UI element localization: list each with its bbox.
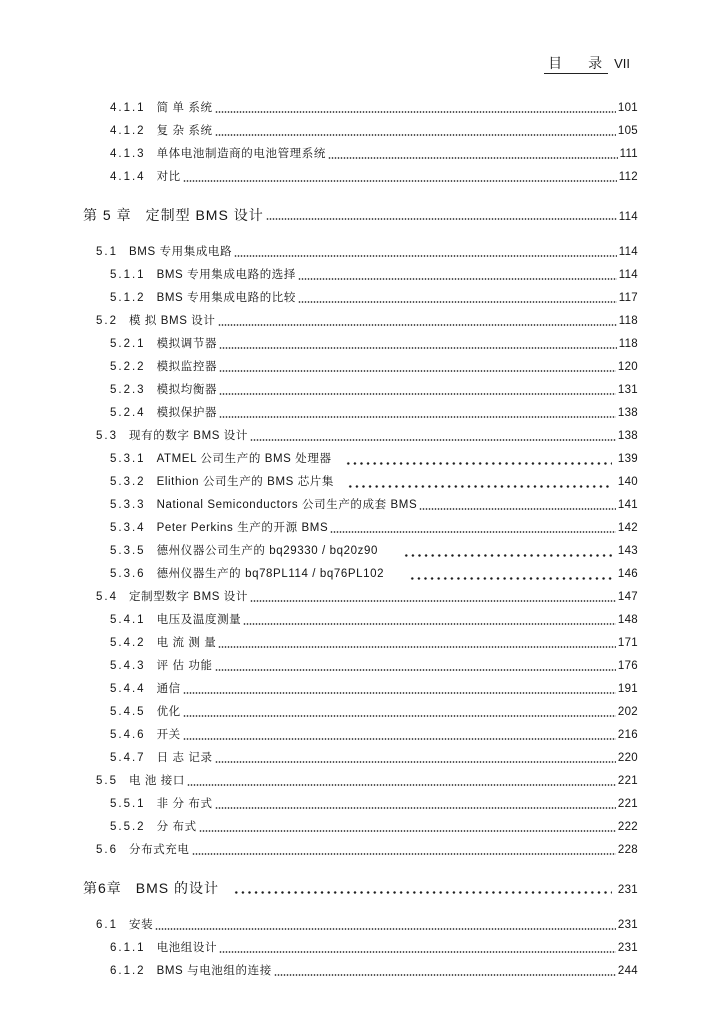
section-title: 电池组设计: [156, 942, 218, 954]
toc-entry: [0, 333, 723, 356]
dot-leader: [250, 600, 616, 602]
section-number: 6.1.1: [110, 942, 146, 954]
section-title: 对比: [156, 171, 181, 183]
section-title: 模拟调节器: [156, 338, 218, 350]
section-title: ATMEL 公司生产的 BMS 处理器: [156, 453, 332, 465]
toc-entry: [0, 914, 723, 937]
dot-leader: [219, 370, 616, 372]
running-header: [544, 54, 630, 74]
section-title: 开关: [156, 729, 181, 741]
toc-chapter-entry: [0, 203, 723, 227]
dot-leader: [218, 324, 617, 326]
section-number: 5.6: [96, 844, 118, 856]
dot-leader: [233, 891, 612, 894]
section-title: 德州仪器公司生产的 bq29330 / bq20z90: [156, 545, 378, 557]
page-number: 221: [617, 798, 638, 810]
page-number: 146: [617, 568, 638, 580]
dot-leader: [234, 255, 617, 257]
page-number: 114: [618, 246, 638, 258]
page-number: 202: [617, 706, 638, 718]
section-number: 5.4.4: [110, 683, 146, 695]
section-number: 5.4.6: [110, 729, 146, 741]
section-title: 复 杂 系统: [156, 125, 213, 137]
page-number: 231: [617, 919, 638, 931]
dot-leader: [215, 134, 616, 136]
section-number: 5.5.2: [110, 821, 146, 833]
toc-entry: [0, 356, 723, 379]
dot-leader: [328, 157, 618, 159]
toc-entry: [0, 960, 723, 983]
toc-entry: [0, 402, 723, 425]
section-number: 5.2.1: [110, 338, 146, 350]
section-title: BMS 专用集成电路的比较: [156, 292, 296, 304]
toc-entry: [0, 379, 723, 402]
section-number: 5.3.5: [110, 545, 146, 557]
section-title: 模拟保护器: [156, 407, 218, 419]
page-number: 244: [617, 965, 638, 977]
section-number: 5.1.2: [110, 292, 146, 304]
toc-entry: [0, 609, 723, 632]
section-title: 评 估 功能: [156, 660, 213, 672]
page-number: 221: [617, 775, 638, 787]
toc-entry: [0, 471, 723, 494]
toc-chapter-entry: [0, 876, 723, 900]
page-number: 118: [618, 315, 638, 327]
section-number: 5.3.4: [110, 522, 146, 534]
section-title: National Semiconductors 公司生产的成套 BMS: [156, 499, 418, 511]
toc-entry: [0, 120, 723, 143]
toc-entry: [0, 937, 723, 960]
section-title: 电压及温度测量: [156, 614, 242, 626]
page-number: 118: [618, 338, 638, 350]
dot-leader: [183, 180, 617, 182]
dot-leader: [403, 554, 612, 557]
chapter-title: 定制型 BMS 设计: [145, 207, 264, 223]
section-number: 5.4.3: [110, 660, 146, 672]
page-number: 114: [618, 211, 638, 223]
running-header-page-number: VII: [614, 56, 630, 71]
section-title: 单体电池制造商的电池管理系统: [156, 148, 326, 160]
page-number: 142: [617, 522, 638, 534]
section-title: 电 流 测 量: [156, 637, 217, 649]
page-number: 220: [617, 752, 638, 764]
section-title: 现有的数字 BMS 设计: [129, 430, 249, 442]
dot-leader: [250, 439, 616, 441]
dot-leader: [199, 830, 616, 832]
dot-leader: [219, 416, 616, 418]
page-number: 222: [617, 821, 638, 833]
section-number: 4.1.3: [110, 148, 146, 160]
section-number: 5.4: [96, 591, 118, 603]
section-number: 5.2.3: [110, 384, 146, 396]
page-number: 138: [617, 407, 638, 419]
toc-entry: [0, 632, 723, 655]
section-title: 日 志 记录: [156, 752, 213, 764]
section-title: 分布式充电: [129, 844, 190, 856]
dot-leader: [215, 669, 616, 671]
dot-leader: [183, 692, 616, 694]
dot-leader: [298, 278, 617, 280]
chapter-number: 第 5 章: [83, 207, 132, 223]
dot-leader: [215, 761, 616, 763]
toc-entry: [0, 770, 723, 793]
section-number: 6.1.2: [110, 965, 146, 977]
section-title: BMS 专用集成电路: [129, 246, 233, 258]
section-number: 6.1: [96, 919, 118, 931]
section-title: BMS 与电池组的连接: [156, 965, 272, 977]
dot-leader: [274, 974, 616, 976]
running-header-title: 目 录: [544, 54, 608, 74]
section-number: 4.1.2: [110, 125, 146, 137]
dot-leader: [330, 531, 616, 533]
toc-entry: [0, 655, 723, 678]
page-number: 112: [618, 171, 638, 183]
section-title: 简 单 系统: [156, 102, 213, 114]
toc-entry: [0, 793, 723, 816]
section-title: Peter Perkins 生产的开源 BMS: [156, 522, 329, 534]
toc-entry: [0, 839, 723, 862]
section-number: 5.3.2: [110, 476, 146, 488]
dot-leader: [155, 928, 616, 930]
dot-leader: [215, 807, 616, 809]
section-number: 5.5.1: [110, 798, 146, 810]
toc-entry: [0, 448, 723, 471]
toc-entry: [0, 143, 723, 166]
dot-leader: [187, 784, 616, 786]
section-title: 通信: [156, 683, 181, 695]
section-title: 德州仪器生产的 bq78PL114 / bq76PL102: [156, 568, 385, 580]
page-number: 131: [617, 384, 638, 396]
section-number: 5.4.5: [110, 706, 146, 718]
page-number: 114: [618, 269, 638, 281]
page-number: 148: [617, 614, 638, 626]
toc-entry: [0, 816, 723, 839]
page-number: 111: [619, 148, 638, 160]
section-title: 模拟均衡器: [156, 384, 218, 396]
toc-entry: [0, 97, 723, 120]
dot-leader: [218, 646, 616, 648]
section-number: 5.2.2: [110, 361, 146, 373]
page-number: 147: [617, 591, 638, 603]
page-number: 228: [617, 844, 638, 856]
page-number: 120: [617, 361, 638, 373]
section-title: 电 池 接口: [129, 775, 185, 787]
toc-entry: [0, 517, 723, 540]
dot-leader: [243, 623, 616, 625]
dot-leader: [266, 218, 617, 220]
page-number: 141: [617, 499, 638, 511]
section-title: BMS 专用集成电路的选择: [156, 269, 296, 281]
section-title: 模拟监控器: [156, 361, 218, 373]
section-number: 5.4.2: [110, 637, 146, 649]
dot-leader: [192, 853, 616, 855]
dot-leader: [347, 485, 612, 488]
page-number: 105: [617, 125, 638, 137]
toc-entry: [0, 425, 723, 448]
dot-leader: [345, 462, 612, 465]
dot-leader: [298, 301, 617, 303]
page-number: 138: [617, 430, 638, 442]
chapter-title: BMS 的设计: [135, 880, 220, 896]
toc-entry: [0, 264, 723, 287]
section-title: Elithion 公司生产的 BMS 芯片集: [156, 476, 335, 488]
section-number: 4.1.4: [110, 171, 146, 183]
toc-entry: [0, 241, 723, 264]
toc-entry: [0, 494, 723, 517]
section-number: 5.2: [96, 315, 118, 327]
page-number: 140: [617, 476, 638, 488]
page-number: 191: [617, 683, 638, 695]
dot-leader: [183, 738, 616, 740]
toc-entry: [0, 540, 723, 563]
section-title: 分 布式: [156, 821, 197, 833]
section-title: 非 分 布式: [156, 798, 213, 810]
toc-entry: [0, 586, 723, 609]
page-number: 101: [617, 102, 638, 114]
section-title: 优化: [156, 706, 181, 718]
toc-entry: [0, 678, 723, 701]
section-number: 5.3: [96, 430, 118, 442]
section-number: 5.1: [96, 246, 118, 258]
section-number: 5.3.3: [110, 499, 146, 511]
section-number: 5.3.1: [110, 453, 146, 465]
toc-entry: [0, 747, 723, 770]
dot-leader: [219, 393, 616, 395]
toc-entry: [0, 724, 723, 747]
page-number: 143: [617, 545, 638, 557]
page-number: 231: [617, 884, 638, 896]
section-title: 安装: [129, 919, 154, 931]
toc-entry: [0, 310, 723, 333]
page-number: 171: [617, 637, 638, 649]
page-number: 216: [617, 729, 638, 741]
page-number: 139: [617, 453, 638, 465]
dot-leader: [419, 508, 616, 510]
section-number: 5.5: [96, 775, 118, 787]
toc-entry: [0, 287, 723, 310]
toc-entry: [0, 701, 723, 724]
section-number: 5.1.1: [110, 269, 146, 281]
table-of-contents: [0, 97, 723, 983]
section-number: 5.3.6: [110, 568, 146, 580]
page-number: 117: [618, 292, 638, 304]
section-number: 5.2.4: [110, 407, 146, 419]
toc-entry: [0, 166, 723, 189]
dot-leader: [215, 111, 616, 113]
toc-entry: [0, 563, 723, 586]
section-number: 5.4.1: [110, 614, 146, 626]
dot-leader: [219, 347, 617, 349]
dot-leader: [219, 951, 616, 953]
page-number: 176: [617, 660, 638, 672]
section-number: 4.1.1: [110, 102, 146, 114]
section-title: 定制型数字 BMS 设计: [129, 591, 249, 603]
section-number: 5.4.7: [110, 752, 146, 764]
dot-leader: [409, 577, 612, 580]
dot-leader: [183, 715, 616, 717]
section-title: 模 拟 BMS 设计: [129, 315, 216, 327]
page-number: 231: [617, 942, 638, 954]
chapter-number: 第6章: [83, 880, 122, 896]
